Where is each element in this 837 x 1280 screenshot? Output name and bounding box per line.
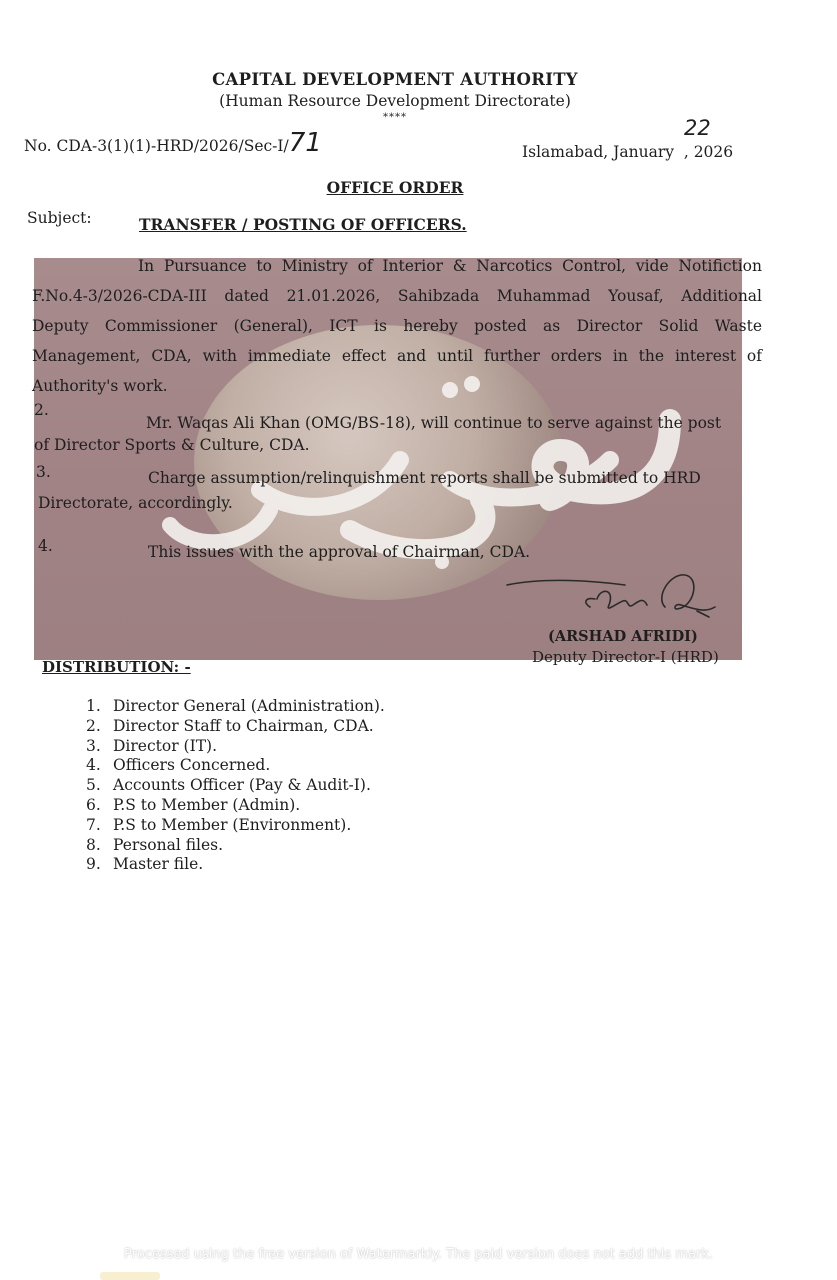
list-item-text: P.S to Member (Admin). (113, 795, 301, 814)
paragraph-4-number: 4. (38, 537, 53, 555)
subject-label: Subject: (27, 209, 92, 227)
paragraph-1-line: F.No.4-3/2026-CDA-III dated 21.01.2026, Sahibzada Muhammad Yousaf, Additional (32, 287, 762, 305)
paragraph-1-line: In Pursuance to Ministry of Interior & Narcotics Control, vide Notifiction (138, 257, 762, 275)
office-order-title: OFFICE ORDER (326, 178, 464, 197)
paragraph-1-line: Authority's work. (32, 377, 168, 395)
list-item (86, 717, 385, 737)
organization-name: CAPITAL DEVELOPMENT AUTHORITY (212, 70, 578, 89)
list-item-number: 5. (86, 776, 101, 795)
list-item (86, 855, 385, 875)
list-item-text: Officers Concerned. (113, 756, 271, 775)
list-item-text: Director Staff to Chairman, CDA. (113, 716, 374, 735)
list-item-text: Director General (Administration). (113, 697, 385, 715)
distribution-list (86, 697, 385, 875)
reference-number-text: No. CDA-3(1)(1)-HRD/2026/Sec-I/ (24, 137, 289, 155)
paragraph-3-line: Charge assumption/relinquishment reports shall be submitted to HRD (148, 469, 701, 487)
list-item-text: Accounts Officer (Pay & Audit-I). (113, 776, 371, 795)
distribution-heading: DISTRIBUTION: - (42, 658, 191, 676)
list-item-text: Master file. (113, 855, 204, 874)
list-item-number: 2. (86, 716, 101, 735)
list-item (86, 816, 385, 836)
handwritten-day: 22 (684, 116, 711, 140)
paragraph-1-line: Deputy Commissioner (General), ICT is hereby posted as Director Solid Waste (32, 317, 762, 335)
paragraph-2-line: Mr. Waqas Ali Khan (OMG/BS-18), will continue to serve against the post (146, 414, 722, 432)
bottom-smudge (100, 1272, 160, 1280)
place-month: Islamabad, January (522, 143, 674, 161)
list-item-number: 9. (86, 855, 101, 874)
paragraph-2-line: of Director Sports & Culture, CDA. (34, 436, 310, 454)
list-item-number: 1. (86, 697, 101, 715)
list-item (86, 796, 385, 816)
list-item-number: 6. (86, 795, 101, 814)
list-item-number: 7. (86, 815, 101, 834)
list-item (86, 756, 385, 776)
year: , 2026 (683, 143, 734, 161)
footer-watermark-text: Processed using the free version of Watermarkly. The paid version does not add this mark. (124, 1247, 713, 1262)
paragraph-4-text: This issues with the approval of Chairman, CDA. (148, 543, 531, 561)
signatory-designation: Deputy Director-I (HRD) (532, 648, 719, 666)
paragraph-2-number: 2. (34, 401, 49, 419)
handwritten-number: 71 (288, 128, 322, 158)
list-item-number: 3. (86, 736, 101, 755)
list-item (86, 776, 385, 796)
directorate-name: (Human Resource Development Directorate) (219, 92, 571, 110)
paragraph-3-number: 3. (36, 463, 51, 481)
place-date (522, 143, 733, 161)
list-item (86, 836, 385, 856)
header-stars: **** (383, 112, 407, 123)
paragraph-1-line: Management, CDA, with immediate effect and until further orders in the interest of (32, 347, 762, 365)
signatory-name: (ARSHAD AFRIDI) (548, 628, 698, 645)
list-item-number: 8. (86, 835, 101, 854)
list-item-text: P.S to Member (Environment). (113, 815, 352, 834)
list-item (86, 737, 385, 757)
list-item (86, 697, 385, 717)
reference-number (24, 128, 322, 158)
list-item-number: 4. (86, 756, 101, 775)
list-item-text: Director (IT). (113, 736, 218, 755)
list-item-text: Personal files. (113, 835, 224, 854)
paragraph-1 (32, 251, 762, 401)
paragraph-3-line: Directorate, accordingly. (38, 494, 233, 512)
signature (505, 567, 720, 627)
subject-text: TRANSFER / POSTING OF OFFICERS. (139, 215, 467, 234)
